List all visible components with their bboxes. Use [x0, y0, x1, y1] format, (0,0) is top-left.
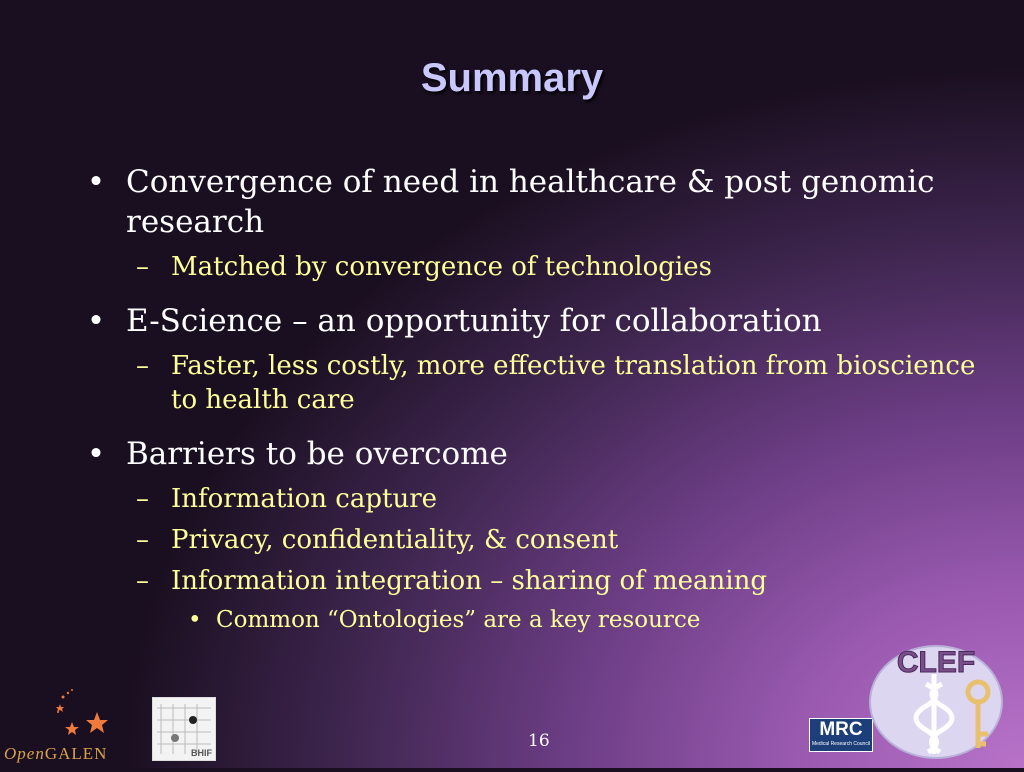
sub-bullet-item	[84, 564, 984, 598]
sub-sub-bullet-item	[84, 605, 984, 635]
bullet-item	[84, 162, 984, 242]
sub-bullet-text: Faster, less costly, more effective translation from bioscience to health care	[171, 351, 976, 415]
caduceus-key-icon	[866, 644, 1006, 760]
bullet-list	[84, 162, 984, 635]
bullet-text: E-Science – an opportunity for collaboration	[126, 303, 822, 339]
sub-bullet-item	[84, 482, 984, 516]
sub-bullet-item	[84, 523, 984, 557]
bullet-text: Convergence of need in healthcare & post genomic research	[126, 164, 935, 240]
sub-bullet-text: Matched by convergence of technologies	[171, 252, 712, 282]
bhif-label: BHIF	[191, 748, 212, 758]
sub-bullet-item	[84, 349, 984, 417]
opengalen-text: OpenGALEN	[4, 744, 108, 763]
svg-text:CLEF: CLEF	[896, 646, 976, 679]
bullet-text: Barriers to be overcome	[126, 436, 508, 472]
dash-marker: –	[136, 484, 149, 514]
mrc-sub-label: Medical Research Council	[811, 741, 871, 747]
sub-bullet-item	[84, 250, 984, 284]
sub-bullet-text: Information integration – sharing of meaning	[171, 566, 767, 596]
clef-logo	[866, 644, 1006, 760]
bullet-item	[84, 434, 984, 474]
dash-marker: –	[136, 525, 149, 555]
sub-sub-bullet-text: Common “Ontologies” are a key resource	[216, 607, 701, 633]
mrc-logo	[809, 718, 873, 752]
small-bullet-marker: •	[188, 607, 202, 633]
opengalen-logo	[0, 682, 140, 768]
bullet-marker: •	[86, 303, 106, 339]
mrc-label: MRC	[819, 719, 863, 740]
dash-marker: –	[136, 566, 149, 596]
dash-marker: –	[136, 351, 149, 381]
dash-marker: –	[136, 252, 149, 282]
page-number: 16	[528, 731, 550, 751]
slide-title: Summary	[420, 56, 604, 100]
bullet-marker: •	[86, 436, 106, 472]
sub-bullet-text: Privacy, confidentiality, & consent	[171, 525, 619, 555]
bullet-item	[84, 301, 984, 341]
bhif-logo	[152, 697, 216, 761]
bullet-marker: •	[86, 164, 106, 200]
sub-bullet-text: Information capture	[171, 484, 438, 514]
